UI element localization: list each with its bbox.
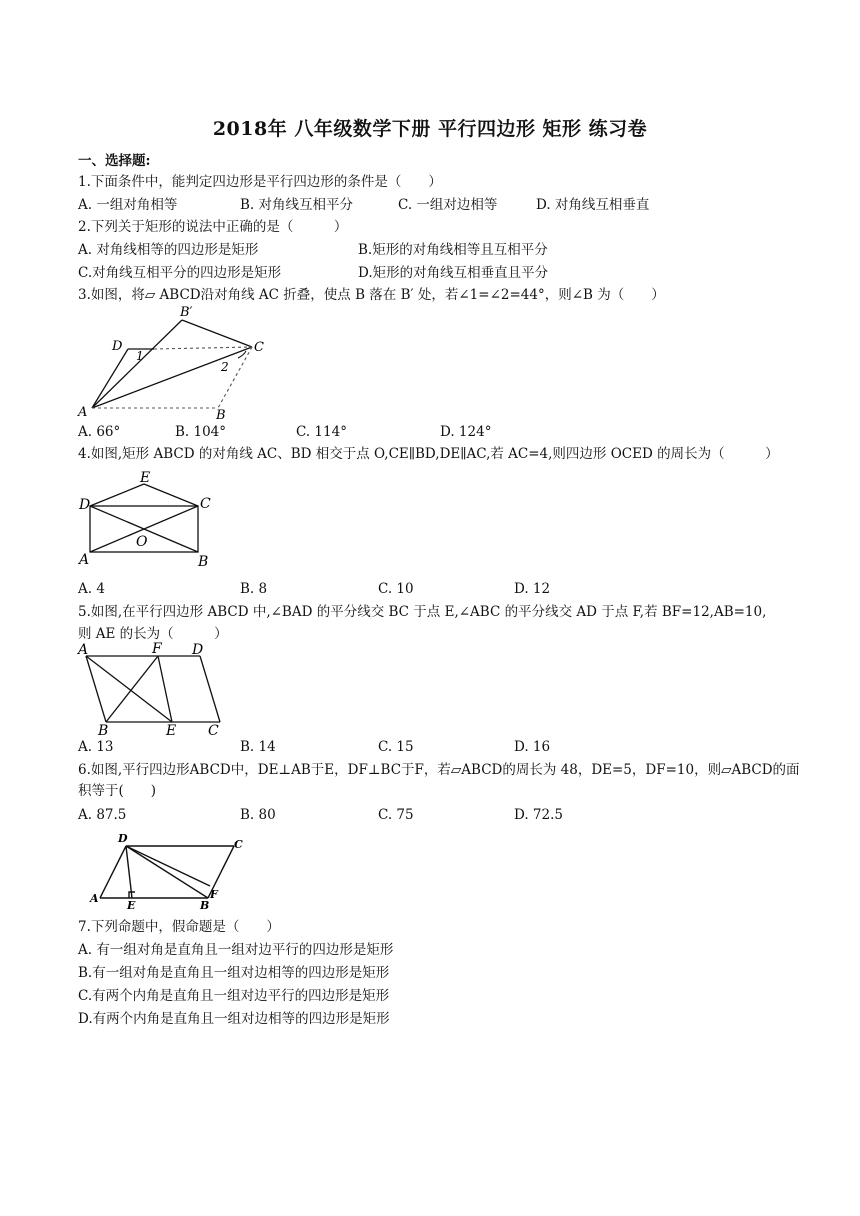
q6-figure	[78, 828, 248, 912]
q6-label-e: E	[127, 899, 136, 912]
q4-option-d: D. 12	[514, 581, 551, 597]
q1-option-b: B. 对角线互相平分	[240, 197, 354, 213]
q4-label-a: A	[79, 552, 90, 568]
q5-label-a: A	[78, 642, 89, 658]
q2-option-c: C.对角线互相平分的四边形是矩形	[78, 265, 282, 281]
q3-option-d: D. 124°	[440, 424, 492, 440]
question-4-stem: 4.如图,矩形 ABCD 的对角线 AC、BD 相交于点 O,CE∥BD,DE∥AC,若 AC=4,则四边形 OCED 的周长为（ ）	[78, 446, 779, 462]
q5-option-d: D. 16	[514, 739, 551, 755]
q5-label-c: C	[208, 723, 219, 739]
q6-option-d: D. 72.5	[514, 807, 563, 823]
q4-label-e: E	[140, 470, 151, 486]
q3-option-c: C. 114°	[296, 424, 347, 440]
q2-option-d: D.矩形的对角线互相垂直且平分	[358, 265, 549, 281]
q3-label-b: B	[216, 408, 226, 423]
q3-label-c: C	[254, 340, 264, 355]
q4-label-d: D	[79, 497, 91, 513]
q6-label-d: D	[118, 832, 128, 845]
q5-figure	[78, 642, 228, 738]
q5-label-f: F	[152, 641, 162, 657]
page-title: 2018年 八年级数学下册 平行四边形 矩形 练习卷	[212, 118, 648, 140]
q7-option-c: C.有两个内角是直角且一组对边平行的四边形是矩形	[78, 988, 390, 1004]
q5-label-e: E	[166, 723, 177, 739]
q1-option-c: C. 一组对边相等	[398, 197, 498, 213]
q3-angle-2: 2	[221, 360, 229, 374]
q6-label-b: B	[200, 899, 210, 912]
q7-option-b: B.有一组对角是直角且一组对边相等的四边形是矩形	[78, 965, 390, 981]
q6-label-c: C	[234, 838, 243, 851]
q6-option-b: B. 80	[240, 807, 276, 823]
q7-option-a: A. 有一组对角是直角且一组对边平行的四边形是矩形	[78, 942, 394, 958]
q4-label-o: O	[136, 534, 148, 550]
q6-option-a: A. 87.5	[78, 807, 127, 823]
q1-option-d: D. 对角线互相垂直	[536, 197, 650, 213]
question-3-stem: 3.如图，将▱ ABCD沿对角线 AC 折叠，使点 B 落在 B′ 处，若∠1=∠2=44°，则∠B 为（ ）	[78, 287, 665, 303]
question-6-stem-cont: 积等于( )	[78, 783, 157, 799]
question-5-stem: 5.如图,在平行四边形 ABCD 中,∠BAD 的平分线交 BC 于点 E,∠ABC 的平分线交 AD 于点 F,若 BF=12,AB=10,	[78, 604, 767, 620]
question-5-stem-cont: 则 AE 的长为（ ）	[78, 626, 228, 642]
question-2-stem: 2.下列关于矩形的说法中正确的是（ ）	[78, 219, 348, 235]
q5-label-b: B	[98, 723, 109, 739]
question-1-stem: 1.下面条件中，能判定四边形是平行四边形的条件是（ ）	[78, 174, 442, 190]
q4-figure	[78, 472, 218, 572]
q5-option-c: C. 15	[378, 739, 414, 755]
section-heading: 一、选择题:	[78, 153, 151, 169]
q3-option-b: B. 104°	[175, 424, 227, 440]
q1-option-a: A. 一组对角相等	[78, 197, 178, 213]
q4-label-b: B	[198, 554, 209, 570]
q4-option-c: C. 10	[378, 581, 414, 597]
q6-option-c: C. 75	[378, 807, 414, 823]
q2-option-a: A. 对角线相等的四边形是矩形	[78, 242, 259, 258]
q3-label-b-prime: B′	[180, 305, 193, 320]
q6-label-f: F	[210, 888, 218, 901]
question-6-stem: 6.如图,平行四边形ABCD中，DE⊥AB于E，DF⊥BC于F，若▱ABCD的周长为 48，DE=5，DF=10，则▱ABCD的面	[78, 762, 800, 778]
q5-option-a: A. 13	[78, 739, 114, 755]
q3-label-a: A	[78, 405, 88, 420]
q7-option-d: D.有两个内角是直角且一组对边相等的四边形是矩形	[78, 1011, 390, 1027]
q3-label-d: D	[112, 339, 123, 354]
q4-label-c: C	[200, 496, 211, 512]
q3-figure	[78, 303, 278, 423]
q3-angle-1: 1	[136, 349, 144, 363]
q4-option-a: A. 4	[78, 581, 105, 597]
q5-option-b: B. 14	[240, 739, 276, 755]
q5-label-d: D	[192, 642, 204, 658]
q4-option-b: B. 8	[240, 581, 268, 597]
q2-option-b: B.矩形的对角线相等且互相平分	[358, 242, 548, 258]
question-7-stem: 7.下列命题中，假命题是（ ）	[78, 919, 280, 935]
q3-option-a: A. 66°	[78, 424, 121, 440]
q6-label-a: A	[90, 892, 99, 905]
